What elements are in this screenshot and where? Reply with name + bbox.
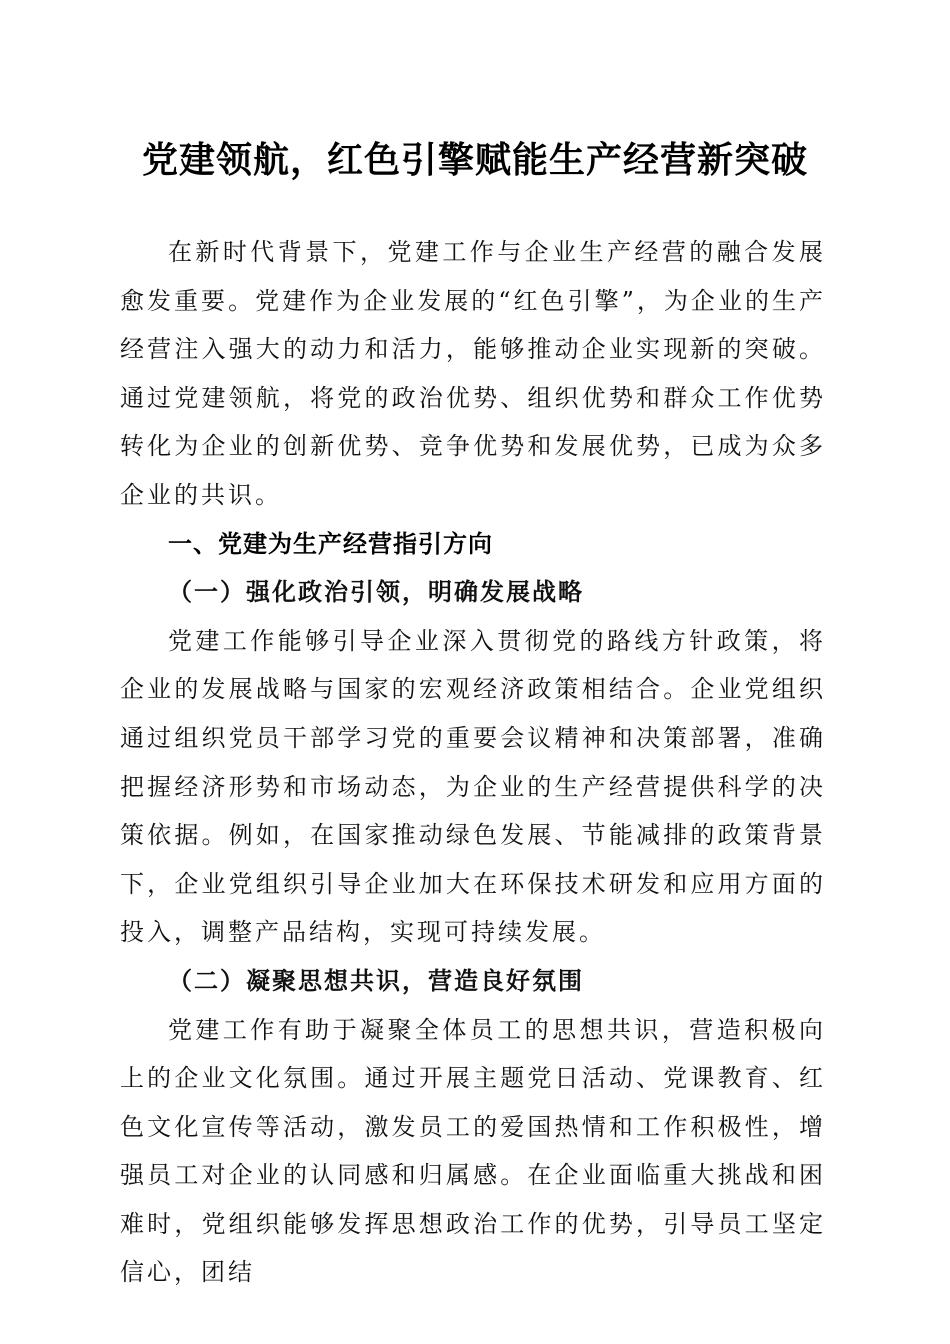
- document-body: [120, 228, 826, 1297]
- subsection-1-heading: （一）强化政治引领，明确发展战略: [168, 577, 584, 607]
- subsection-2-paragraph: 党建工作有助于凝聚全体员工的思想共识，营造积极向上的企业文化氛围。通过开展主题党日活动、党课教育、红色文化宣传等活动，激发员工的爱国热情和工作积极性，增强员工对企业的认同感和归属感。在企业面临重大挑战和困难时，党组织能够发挥思想政治工作的优势，引导员工坚定信心，团结: [120, 1015, 826, 1287]
- subsection-2-heading: （二）凝聚思想共识，营造良好氛围: [168, 965, 584, 995]
- subsection-1-paragraph: 党建工作能够引导企业深入贯彻党的路线方针政策，将企业的发展战略与国家的宏观经济政策相结合。企业党组织通过组织党员干部学习党的重要会议精神和决策部署，准确把握经济形势和市场动态，为企业的生产经营提供科学的决策依据。例如，在国家推动绿色发展、节能减排的政策背景下，企业党组织引导企业加大在环保技术研发和应用方面的投入，调整产品结构，实现可持续发展。: [120, 626, 826, 947]
- section-1-heading: 一、党建为生产经营指引方向: [168, 529, 493, 558]
- intro-paragraph: 在新时代背景下，党建工作与企业生产经营的融合发展愈发重要。党建作为企业发展的“红色引擎”，为企业的生产经营注入强大的动力和活力，能够推动企业实现新的突破。通过党建领航，将党的政治优势、组织优势和群众工作优势转化为企业的创新优势、竞争优势和发展优势，已成为众多企业的共识。: [120, 238, 826, 509]
- document-title: 党建领航，红色引擎赋能生产经营新突破: [141, 139, 808, 181]
